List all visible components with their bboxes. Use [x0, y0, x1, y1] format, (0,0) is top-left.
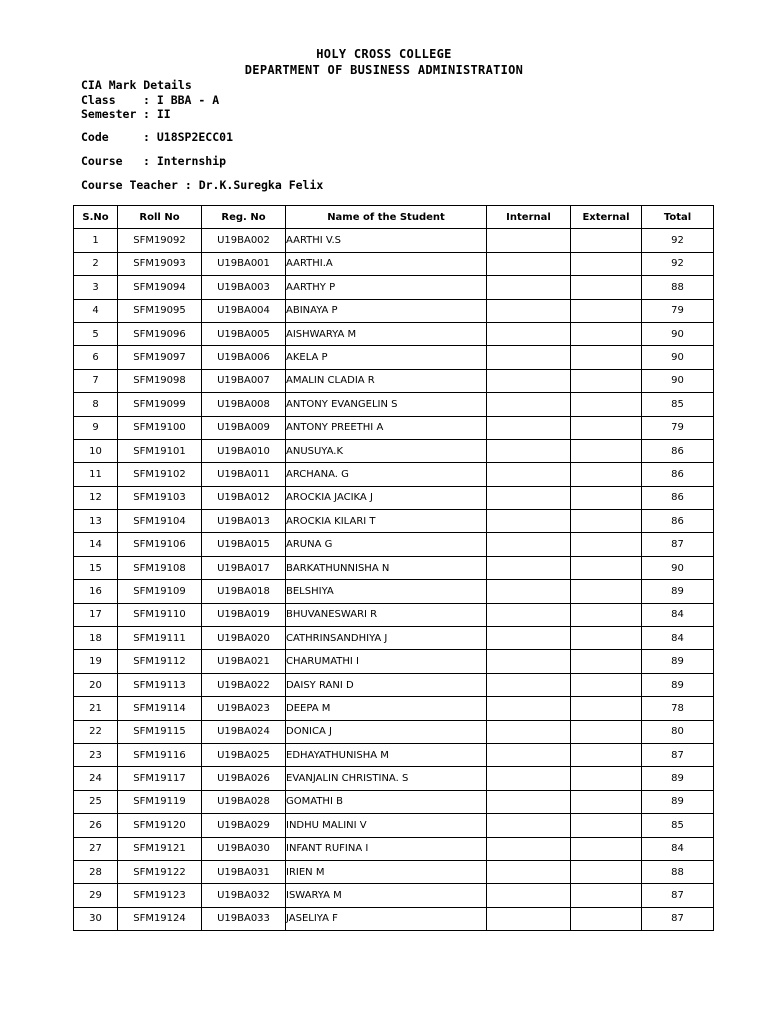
external-cell [571, 743, 642, 766]
total-cell: 86 [642, 463, 714, 486]
header-student-name: Name of the Student [286, 206, 487, 229]
external-cell [571, 767, 642, 790]
total-cell: 87 [642, 743, 714, 766]
total-cell: 84 [642, 627, 714, 650]
roll-no-cell: SFM19106 [118, 533, 202, 556]
sno-cell: 28 [74, 860, 118, 883]
table-row [74, 673, 714, 696]
reg-no-cell: U19BA017 [202, 556, 286, 579]
marks-table [73, 205, 714, 931]
table-row [74, 346, 714, 369]
student-name-cell: BELSHIYA [286, 580, 487, 603]
student-name-cell: AARTHY P [286, 276, 487, 299]
reg-no-cell: U19BA005 [202, 322, 286, 345]
reg-no-cell: U19BA018 [202, 580, 286, 603]
student-name-cell: ISWARYA M [286, 884, 487, 907]
course-label: Course [81, 154, 123, 168]
student-name-cell: JASELIYA F [286, 907, 487, 930]
sno-cell: 5 [74, 322, 118, 345]
total-cell: 90 [642, 322, 714, 345]
total-cell: 85 [642, 814, 714, 837]
external-cell [571, 603, 642, 626]
table-row [74, 393, 714, 416]
reg-no-cell: U19BA032 [202, 884, 286, 907]
internal-cell [487, 252, 571, 275]
cia-heading: CIA Mark Details [81, 78, 192, 92]
table-row [74, 439, 714, 462]
internal-cell [487, 533, 571, 556]
reg-no-cell: U19BA030 [202, 837, 286, 860]
table-row [74, 299, 714, 322]
sno-cell: 24 [74, 767, 118, 790]
total-cell: 84 [642, 837, 714, 860]
sno-cell: 4 [74, 299, 118, 322]
internal-cell [487, 322, 571, 345]
header-total: Total [642, 206, 714, 229]
external-cell [571, 369, 642, 392]
table-header-row [74, 206, 714, 229]
student-name-cell: IRIEN M [286, 860, 487, 883]
student-name-cell: BHUVANESWARI R [286, 603, 487, 626]
roll-no-cell: SFM19101 [118, 439, 202, 462]
table-row [74, 229, 714, 252]
total-cell: 89 [642, 790, 714, 813]
total-cell: 88 [642, 276, 714, 299]
reg-no-cell: U19BA008 [202, 393, 286, 416]
total-cell: 87 [642, 533, 714, 556]
student-name-cell: DEEPA M [286, 697, 487, 720]
sno-cell: 7 [74, 369, 118, 392]
roll-no-cell: SFM19096 [118, 322, 202, 345]
reg-no-cell: U19BA002 [202, 229, 286, 252]
table-row [74, 743, 714, 766]
total-cell: 86 [642, 439, 714, 462]
table-row [74, 252, 714, 275]
external-cell [571, 346, 642, 369]
internal-cell [487, 907, 571, 930]
internal-cell [487, 767, 571, 790]
code-value: : U18SP2ECC01 [143, 130, 234, 144]
sno-cell: 8 [74, 393, 118, 416]
header-roll-no: Roll No [118, 206, 202, 229]
sno-cell: 25 [74, 790, 118, 813]
reg-no-cell: U19BA003 [202, 276, 286, 299]
reg-no-cell: U19BA019 [202, 603, 286, 626]
student-name-cell: DAISY RANI D [286, 673, 487, 696]
roll-no-cell: SFM19094 [118, 276, 202, 299]
external-cell [571, 510, 642, 533]
table-row [74, 603, 714, 626]
sno-cell: 3 [74, 276, 118, 299]
table-row [74, 860, 714, 883]
external-cell [571, 322, 642, 345]
total-cell: 89 [642, 650, 714, 673]
reg-no-cell: U19BA024 [202, 720, 286, 743]
external-cell [571, 697, 642, 720]
total-cell: 87 [642, 884, 714, 907]
student-name-cell: CHARUMATHI I [286, 650, 487, 673]
roll-no-cell: SFM19112 [118, 650, 202, 673]
total-cell: 79 [642, 299, 714, 322]
roll-no-cell: SFM19117 [118, 767, 202, 790]
roll-no-cell: SFM19121 [118, 837, 202, 860]
total-cell: 90 [642, 346, 714, 369]
sno-cell: 20 [74, 673, 118, 696]
table-row [74, 416, 714, 439]
external-cell [571, 580, 642, 603]
semester-label: Semester [81, 107, 137, 121]
student-name-cell: BARKATHUNNISHA N [286, 556, 487, 579]
student-name-cell: DONICA J [286, 720, 487, 743]
table-row [74, 790, 714, 813]
sno-cell: 17 [74, 603, 118, 626]
roll-no-cell: SFM19123 [118, 884, 202, 907]
internal-cell [487, 486, 571, 509]
semester-line [81, 107, 171, 121]
external-cell [571, 486, 642, 509]
external-cell [571, 884, 642, 907]
roll-no-cell: SFM19111 [118, 627, 202, 650]
internal-cell [487, 369, 571, 392]
roll-no-cell: SFM19093 [118, 252, 202, 275]
student-name-cell: AKELA P [286, 346, 487, 369]
reg-no-cell: U19BA028 [202, 790, 286, 813]
student-name-cell: AISHWARYA M [286, 322, 487, 345]
header-internal: Internal [487, 206, 571, 229]
external-cell [571, 814, 642, 837]
internal-cell [487, 697, 571, 720]
table-row [74, 697, 714, 720]
external-cell [571, 720, 642, 743]
reg-no-cell: U19BA033 [202, 907, 286, 930]
reg-no-cell: U19BA023 [202, 697, 286, 720]
external-cell [571, 860, 642, 883]
total-cell: 88 [642, 860, 714, 883]
total-cell: 89 [642, 673, 714, 696]
internal-cell [487, 720, 571, 743]
student-name-cell: ANTONY PREETHI A [286, 416, 487, 439]
reg-no-cell: U19BA007 [202, 369, 286, 392]
external-cell [571, 650, 642, 673]
table-row [74, 369, 714, 392]
roll-no-cell: SFM19114 [118, 697, 202, 720]
external-cell [571, 276, 642, 299]
sno-cell: 1 [74, 229, 118, 252]
internal-cell [487, 510, 571, 533]
total-cell: 92 [642, 252, 714, 275]
internal-cell [487, 416, 571, 439]
sno-cell: 6 [74, 346, 118, 369]
code-line [81, 130, 233, 144]
class-value: : I BBA - A [143, 93, 220, 107]
roll-no-cell: SFM19103 [118, 486, 202, 509]
internal-cell [487, 439, 571, 462]
roll-no-cell: SFM19104 [118, 510, 202, 533]
internal-cell [487, 393, 571, 416]
sno-cell: 14 [74, 533, 118, 556]
external-cell [571, 837, 642, 860]
sno-cell: 29 [74, 884, 118, 907]
reg-no-cell: U19BA026 [202, 767, 286, 790]
table-row [74, 650, 714, 673]
total-cell: 86 [642, 486, 714, 509]
total-cell: 78 [642, 697, 714, 720]
external-cell [571, 299, 642, 322]
table-row [74, 720, 714, 743]
total-cell: 86 [642, 510, 714, 533]
internal-cell [487, 814, 571, 837]
sno-cell: 9 [74, 416, 118, 439]
reg-no-cell: U19BA011 [202, 463, 286, 486]
internal-cell [487, 650, 571, 673]
reg-no-cell: U19BA020 [202, 627, 286, 650]
student-name-cell: AARTHI V.S [286, 229, 487, 252]
table-row [74, 884, 714, 907]
header-reg-no: Reg. No [202, 206, 286, 229]
sno-cell: 26 [74, 814, 118, 837]
total-cell: 90 [642, 556, 714, 579]
internal-cell [487, 603, 571, 626]
course-line [81, 154, 226, 168]
roll-no-cell: SFM19119 [118, 790, 202, 813]
roll-no-cell: SFM19108 [118, 556, 202, 579]
external-cell [571, 463, 642, 486]
table-row [74, 463, 714, 486]
roll-no-cell: SFM19092 [118, 229, 202, 252]
internal-cell [487, 790, 571, 813]
student-name-cell: EDHAYATHUNISHA M [286, 743, 487, 766]
semester-value: : II [143, 107, 171, 121]
roll-no-cell: SFM19116 [118, 743, 202, 766]
table-row [74, 814, 714, 837]
sno-cell: 18 [74, 627, 118, 650]
internal-cell [487, 627, 571, 650]
marks-table-body [74, 229, 714, 931]
internal-cell [487, 673, 571, 696]
reg-no-cell: U19BA022 [202, 673, 286, 696]
college-name: HOLY CROSS COLLEGE [316, 47, 452, 61]
roll-no-cell: SFM19099 [118, 393, 202, 416]
sno-cell: 13 [74, 510, 118, 533]
external-cell [571, 252, 642, 275]
reg-no-cell: U19BA009 [202, 416, 286, 439]
table-row [74, 556, 714, 579]
reg-no-cell: U19BA029 [202, 814, 286, 837]
roll-no-cell: SFM19100 [118, 416, 202, 439]
class-label: Class [81, 93, 116, 107]
reg-no-cell: U19BA006 [202, 346, 286, 369]
total-cell: 90 [642, 369, 714, 392]
internal-cell [487, 299, 571, 322]
table-row [74, 533, 714, 556]
roll-no-cell: SFM19097 [118, 346, 202, 369]
total-cell: 80 [642, 720, 714, 743]
roll-no-cell: SFM19113 [118, 673, 202, 696]
internal-cell [487, 743, 571, 766]
table-row [74, 907, 714, 930]
roll-no-cell: SFM19098 [118, 369, 202, 392]
student-name-cell: ANUSUYA.K [286, 439, 487, 462]
total-cell: 89 [642, 580, 714, 603]
internal-cell [487, 229, 571, 252]
external-cell [571, 907, 642, 930]
external-cell [571, 533, 642, 556]
reg-no-cell: U19BA031 [202, 860, 286, 883]
student-name-cell: AROCKIA KILARI T [286, 510, 487, 533]
code-label: Code [81, 130, 109, 144]
external-cell [571, 790, 642, 813]
table-row [74, 486, 714, 509]
reg-no-cell: U19BA013 [202, 510, 286, 533]
student-name-cell: AROCKIA JACIKA J [286, 486, 487, 509]
external-cell [571, 673, 642, 696]
student-name-cell: GOMATHI B [286, 790, 487, 813]
student-name-cell: CATHRINSANDHIYA J [286, 627, 487, 650]
header-external: External [571, 206, 642, 229]
student-name-cell: AMALIN CLADIA R [286, 369, 487, 392]
total-cell: 87 [642, 907, 714, 930]
external-cell [571, 627, 642, 650]
sno-cell: 12 [74, 486, 118, 509]
course-teacher: Course Teacher : Dr.K.Suregka Felix [81, 178, 324, 192]
department-name: DEPARTMENT OF BUSINESS ADMINISTRATION [244, 63, 524, 77]
reg-no-cell: U19BA004 [202, 299, 286, 322]
total-cell: 79 [642, 416, 714, 439]
student-name-cell: INDHU MALINI V [286, 814, 487, 837]
table-row [74, 837, 714, 860]
reg-no-cell: U19BA015 [202, 533, 286, 556]
reg-no-cell: U19BA001 [202, 252, 286, 275]
student-name-cell: ARCHANA. G [286, 463, 487, 486]
student-name-cell: ARUNA G [286, 533, 487, 556]
external-cell [571, 556, 642, 579]
internal-cell [487, 860, 571, 883]
sno-cell: 30 [74, 907, 118, 930]
roll-no-cell: SFM19120 [118, 814, 202, 837]
total-cell: 89 [642, 767, 714, 790]
student-name-cell: ANTONY EVANGELIN S [286, 393, 487, 416]
roll-no-cell: SFM19124 [118, 907, 202, 930]
internal-cell [487, 463, 571, 486]
table-row [74, 510, 714, 533]
roll-no-cell: SFM19102 [118, 463, 202, 486]
sno-cell: 23 [74, 743, 118, 766]
roll-no-cell: SFM19110 [118, 603, 202, 626]
reg-no-cell: U19BA025 [202, 743, 286, 766]
roll-no-cell: SFM19122 [118, 860, 202, 883]
sno-cell: 21 [74, 697, 118, 720]
internal-cell [487, 580, 571, 603]
student-name-cell: EVANJALIN CHRISTINA. S [286, 767, 487, 790]
internal-cell [487, 884, 571, 907]
sno-cell: 19 [74, 650, 118, 673]
student-name-cell: ABINAYA P [286, 299, 487, 322]
external-cell [571, 416, 642, 439]
sno-cell: 27 [74, 837, 118, 860]
class-line [81, 93, 219, 107]
internal-cell [487, 837, 571, 860]
sno-cell: 2 [74, 252, 118, 275]
roll-no-cell: SFM19109 [118, 580, 202, 603]
sno-cell: 10 [74, 439, 118, 462]
internal-cell [487, 346, 571, 369]
external-cell [571, 229, 642, 252]
table-row [74, 767, 714, 790]
internal-cell [487, 276, 571, 299]
total-cell: 92 [642, 229, 714, 252]
sno-cell: 16 [74, 580, 118, 603]
internal-cell [487, 556, 571, 579]
external-cell [571, 393, 642, 416]
student-name-cell: INFANT RUFINA I [286, 837, 487, 860]
reg-no-cell: U19BA010 [202, 439, 286, 462]
table-row [74, 276, 714, 299]
sno-cell: 22 [74, 720, 118, 743]
table-row [74, 322, 714, 345]
roll-no-cell: SFM19095 [118, 299, 202, 322]
table-row [74, 627, 714, 650]
table-row [74, 580, 714, 603]
header-sno: S.No [74, 206, 118, 229]
reg-no-cell: U19BA021 [202, 650, 286, 673]
roll-no-cell: SFM19115 [118, 720, 202, 743]
student-name-cell: AARTHI.A [286, 252, 487, 275]
external-cell [571, 439, 642, 462]
course-value: : Internship [143, 154, 227, 168]
reg-no-cell: U19BA012 [202, 486, 286, 509]
total-cell: 84 [642, 603, 714, 626]
sno-cell: 11 [74, 463, 118, 486]
total-cell: 85 [642, 393, 714, 416]
sno-cell: 15 [74, 556, 118, 579]
